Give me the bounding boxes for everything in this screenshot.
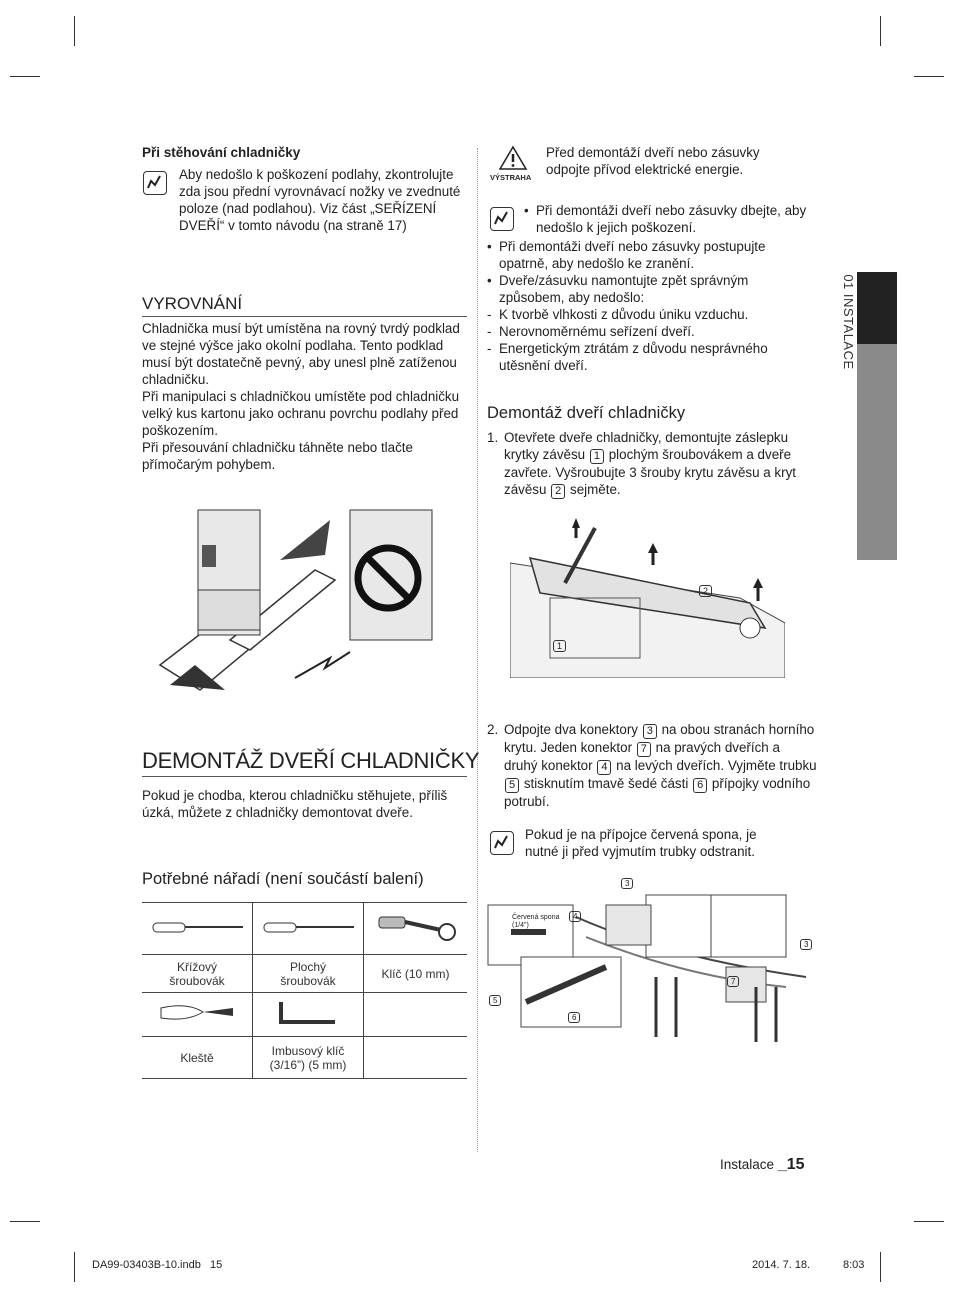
page-footer-section <box>720 1156 805 1174</box>
flat-label: Plochý šroubovák <box>253 955 364 993</box>
list-item: • Při demontáži dveří nebo zásuvky postupujte opatrně, aby nedošlo ke zranění. <box>487 239 766 271</box>
moving-note: Aby nedošlo k poškození podlahy, zkontrolujte zda jsou přední vyrovnávací nožky ve zvednuté poloze (nad podlahou). Viz část „SEŘÍZENÍ DVEŘÍ“ v tomto návodu (na straně 17) <box>179 167 461 233</box>
flat-image <box>253 903 364 955</box>
note-icon <box>490 831 514 855</box>
callout-number: 7 <box>727 976 739 987</box>
bullet-list <box>487 238 812 374</box>
callout-number: 7 <box>637 742 651 757</box>
wrench-label: Klíč (10 mm) <box>364 955 468 993</box>
red-clip-label: Červená spona (1/4") <box>512 914 560 929</box>
column-divider <box>477 148 479 1152</box>
callout-number: 6 <box>568 1012 580 1023</box>
pliers-label: Kleště <box>142 1037 253 1079</box>
footer-section: Instalace <box>720 1157 775 1172</box>
warning-label: VÝSTRAHA <box>490 173 532 182</box>
tools-heading: Potřebné nářadí (není součástí balení) <box>142 870 424 888</box>
side-tab <box>834 272 897 560</box>
warning-icon <box>498 145 528 176</box>
callout-number: 3 <box>800 939 812 950</box>
callout-number: 1 <box>553 640 566 652</box>
phillips-label: Křížový šroubovák <box>142 955 253 993</box>
callout-number: 4 <box>597 760 611 775</box>
pliers-image <box>142 993 253 1037</box>
callout-number: 1 <box>590 449 604 464</box>
warning-text: Před demontáží dveří nebo zásuvky odpojte přívod elektrické energie. <box>546 145 760 177</box>
empty-cell <box>364 1037 468 1079</box>
callout-number: 6 <box>693 778 707 793</box>
side-tab-label: 01 INSTALACE <box>841 274 856 370</box>
leveling-heading: VYROVNÁNÍ <box>142 294 243 313</box>
print-date: 2014. 7. 18. <box>752 1259 811 1271</box>
callout-number: 2 <box>551 484 565 499</box>
door-removal-heading: Demontáž dveří chladničky <box>487 404 686 422</box>
callout-number: 2 <box>699 585 712 597</box>
list-item: - K tvorbě vlhkosti z důvodu úniku vzduchu. <box>487 307 749 322</box>
step-1: 1. Otevřete dveře chladničky, demontujte záslepku krytky závěsu 1 plochým šroubovákem a dveře zavřete. Vyšroubujte 3 šrouby krytu závěsu a kryt závěsu 2 sejměte. <box>487 430 796 497</box>
callout-number: 3 <box>643 724 657 739</box>
connector-illustration <box>486 877 812 1042</box>
step-2: 2. Odpojte dva konektory 3 na obou stranách horního krytu. Jeden konektor 7 na pravých dveřích a druhý konektor 4 na levých dveřích. Vyjměte trubku 5 stisknutím tmavě šedé části 6 přípojky vodního potrubí. <box>487 722 817 809</box>
allen-image <box>253 993 364 1037</box>
tools-table <box>142 902 467 1079</box>
note-icon <box>143 171 167 195</box>
removal-rule <box>142 776 467 777</box>
hinge-illustration <box>510 513 785 678</box>
note-red-clip: Pokud je na přípojce červená spona, je nutné ji před vyjmutím trubky odstranit. <box>525 827 757 859</box>
leveling-rule <box>142 316 467 317</box>
list-item: - Nerovnoměrnému seřízení dveří. <box>487 324 695 339</box>
print-time: 8:03 <box>843 1259 865 1271</box>
removal-heading: DEMONTÁŽ DVEŘÍ CHLADNIČKY <box>142 748 480 773</box>
list-item: - Energetickým ztrátám z důvodu nesprávného utěsnění dveří. <box>487 341 768 373</box>
list-item: • Dveře/zásuvku namontujte zpět správným způsobem, aby nedošlo: <box>487 273 749 305</box>
note-bullet: • Při demontáži dveří nebo zásuvky dbejte, aby nedošlo k jejich poškození. <box>524 202 809 236</box>
phillips-image <box>142 903 253 955</box>
callout-number: 4 <box>569 911 581 922</box>
removal-text: Pokud je chodba, kterou chladničku stěhujete, příliš úzká, můžete z chladničky demontovat dveře. <box>142 788 448 820</box>
callout-number: 5 <box>505 778 519 793</box>
print-file: DA99-03403B-10.indb 15 <box>92 1259 223 1271</box>
note-bullet-text: Při demontáži dveří nebo zásuvky dbejte, aby nedošlo k jejich poškození. <box>536 203 807 235</box>
leveling-text: Chladnička musí být umístěna na rovný tvrdý podklad ve stejné výšce jako okolní podlaha. Tento podklad musí být dostatečně pevný, aby unesl plně zatíženou chladničku. Při manipulaci s chladničkou umístěte pod chladničku velký kus kartonu jako ochranu povrchu podlahy před poškozením. Při přesouvání chladničku táhněte nebo tlačte přímočarým pohybem. <box>142 321 460 472</box>
page-number: _15 <box>777 1156 805 1173</box>
allen-label: Imbusový klíč (3/16”) (5 mm) <box>253 1037 364 1079</box>
moving-heading: Při stěhování chladničky <box>142 145 301 160</box>
callout-number: 3 <box>621 878 633 889</box>
note-icon <box>490 207 514 231</box>
empty-cell <box>364 993 468 1037</box>
callout-number: 5 <box>489 995 501 1006</box>
moving-illustration <box>150 500 450 695</box>
wrench-image <box>364 903 468 955</box>
